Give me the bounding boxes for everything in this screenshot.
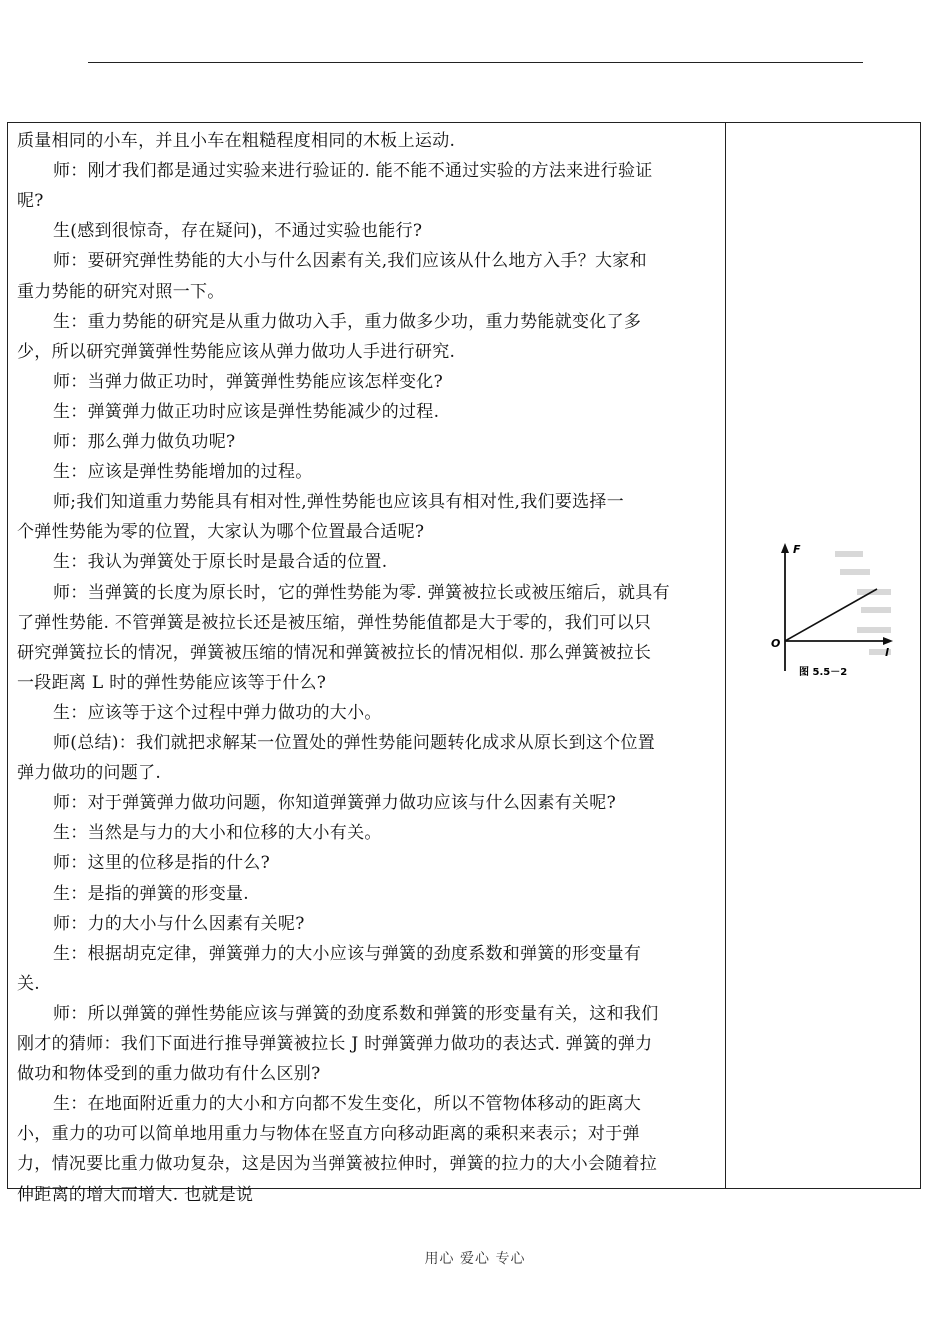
- dialogue-line: 师：这里的位移是指的什么?: [53, 853, 271, 874]
- dialogue-line: 生：弹簧弹力做正功时应该是弹性势能减少的过程.: [53, 401, 440, 422]
- dialogue-line: 做功和物体受到的重力做功有什么区别?: [17, 1064, 321, 1085]
- dialogue-line: 少，所以研究弹簧弹性势能应该从弹力做功人手进行研究.: [17, 341, 456, 362]
- dialogue-line: 呢?: [17, 191, 44, 212]
- dialogue-line: 师：那么弹力做负功呢?: [53, 432, 236, 452]
- dialogue-line: 刚才的猜师：我们下面进行推导弹簧被拉长 J 时弹簧弹力做功的表达式. 弹簧的弹力: [17, 1034, 653, 1054]
- x-axis-label: l: [885, 646, 889, 659]
- header-rule: [88, 62, 863, 63]
- dialogue-line: 生(感到很惊奇，存在疑问)，不通过实验也能行?: [53, 221, 423, 242]
- origin-label: O: [771, 637, 781, 650]
- dialogue-line: 小，重力的功可以简单地用重力与物体在竖直方向移动距离的乘积来表示；对于弹: [17, 1124, 640, 1145]
- dialogue-cell: [8, 123, 725, 1205]
- dialogue-line: 个弹性势能为零的位置，大家认为哪个位置最合适呢?: [17, 522, 425, 543]
- dialogue-line: 师：当弹力做正功时，弹簧弹性势能应该怎样变化?: [53, 371, 444, 392]
- lesson-table: [7, 122, 921, 1205]
- dialogue-line: 了弹性势能. 不管弹簧是被拉长还是被压缩，弹性势能值都是大于零的，我们可以只: [17, 612, 652, 633]
- dialogue-line: 质量相同的小车，并且小车在粗糙程度相同的木板上运动.: [17, 131, 456, 151]
- dialogue-line: 生：重力势能的研究是从重力做功入手，重力做多少功，重力势能就变化了多: [53, 311, 642, 332]
- dialogue-line: 一段距离 L 时的弹性势能应该等于什么?: [17, 672, 327, 693]
- x-axis-arrow: [883, 637, 893, 645]
- figure-cell: [725, 123, 921, 1188]
- dialogue-line: 研究弹簧拉长的情况，弹簧被压缩的情况和弹簧被拉长的情况相似. 那么弹簧被拉长: [17, 642, 652, 663]
- dialogue-line: 生：根据胡克定律，弹簧弹力的大小应该与弹簧的劲度系数和弹簧的形变量有: [53, 943, 642, 964]
- dialogue-line: 伸距离的增大而增大. 也就是说: [17, 1184, 254, 1205]
- dialogue-line: 师;我们知道重力势能具有相对性,弹性势能也应该具有相对性,我们要选择一: [53, 492, 625, 513]
- dialogue-line: 师(总结)：我们就把求解某一位置处的弹性势能问题转化成求从原长到这个位置: [53, 733, 656, 753]
- dialogue-line: 生：在地面附近重力的大小和方向都不发生变化，所以不管物体移动的距离大: [53, 1094, 642, 1115]
- figure-caption: 图 5.5－2: [799, 667, 848, 678]
- dialogue-line: 师：刚才我们都是通过实验来进行验证的. 能不能不通过实验的方法来进行验证: [53, 161, 653, 182]
- y-axis-arrow: [781, 543, 789, 553]
- force-length-graph: [765, 541, 895, 691]
- dialogue-line: 生：当然是与力的大小和位移的大小有关。: [53, 823, 382, 844]
- dialogue-line: 重力势能的研究对照一下。: [17, 281, 225, 302]
- dialogue-line: 师：力的大小与什么因素有关呢?: [53, 913, 305, 934]
- force-line: [785, 589, 877, 641]
- dialogue-line: 生：是指的弹簧的形变量.: [53, 883, 250, 904]
- dialogue-line: 生：应该等于这个过程中弹力做功的大小。: [53, 702, 382, 723]
- dialogue-line: 师：对于弹簧弹力做功问题，你知道弹簧弹力做功应该与什么因素有关呢?: [53, 793, 617, 814]
- dialogue-line: 生：我认为弹簧处于原长时是最合适的位置.: [53, 552, 388, 573]
- page-footer: 用心 爱心 专心: [424, 1251, 526, 1267]
- dialogue-line: 力，情况要比重力做功复杂，这是因为当弹簧被拉伸时，弹簧的拉力的大小会随着拉: [17, 1154, 658, 1175]
- dialogue-line: 师：要研究弹性势能的大小与什么因素有关,我们应该从什么地方入手？大家和: [53, 251, 647, 272]
- y-axis-label: F: [793, 543, 801, 556]
- force-length-figure: [765, 541, 895, 691]
- dialogue-line: 关.: [17, 973, 41, 994]
- dialogue-line: 师：所以弹簧的弹性势能应该与弹簧的劲度系数和弹簧的形变量有关，这和我们: [53, 1003, 659, 1024]
- dialogue-line: 生：应该是弹性势能增加的过程。: [53, 462, 313, 483]
- dialogue-line: 师：当弹簧的长度为原长时，它的弹性势能为零. 弹簧被拉长或被压缩后，就具有: [53, 582, 670, 603]
- scan-noise: [835, 551, 891, 655]
- dialogue-line: 弹力做功的问题了.: [17, 763, 162, 784]
